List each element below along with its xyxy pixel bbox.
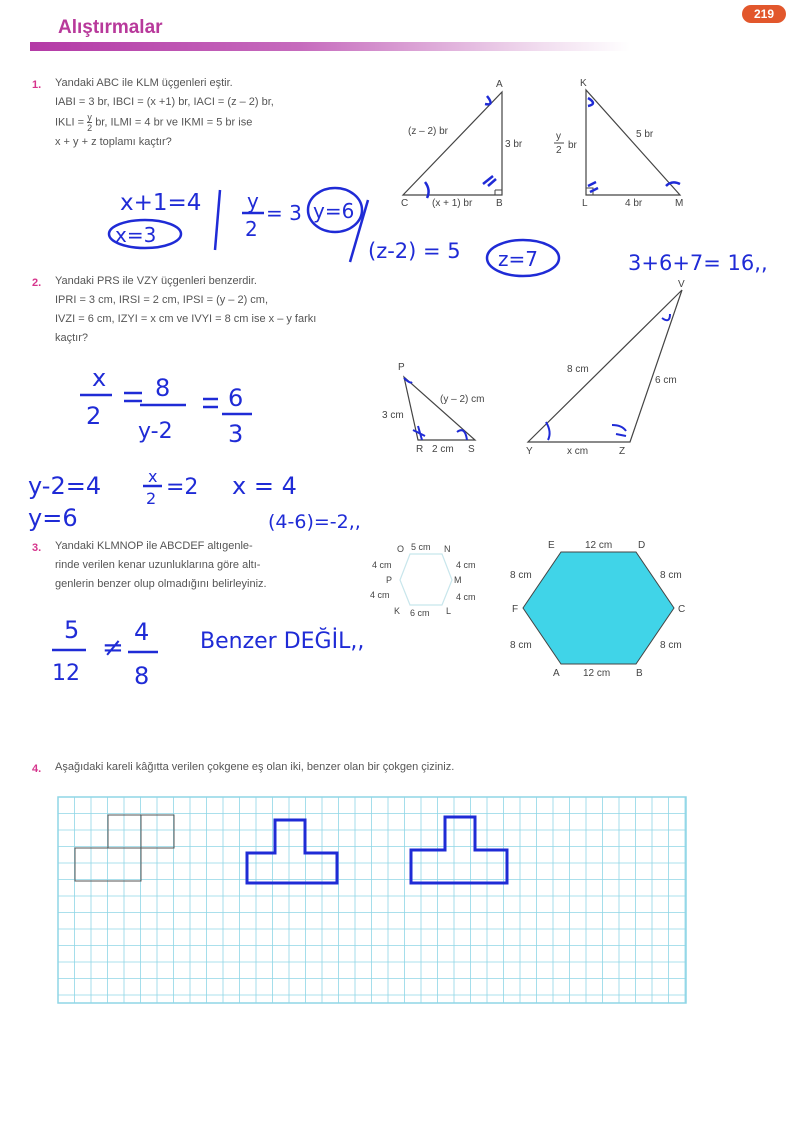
q2-line1: Yandaki PRS ile VZY üçgenleri benzerdir. (55, 275, 257, 287)
hw-b-den: y-2 (138, 419, 173, 444)
hw-d2: 8 (134, 662, 150, 690)
label-lm: 4 br (625, 198, 643, 209)
q1-number: 1. (32, 79, 42, 91)
q4-text: Aşağıdaki kareli kâğıtta verilen çokgene eş olan iki, benzer olan bir çokgen çiziniz. (55, 761, 455, 773)
label-pr: 3 cm (382, 410, 404, 421)
label-ef: 8 cm (510, 570, 532, 581)
hw-d1: 12 (52, 661, 80, 686)
label-l-small: L (446, 606, 452, 616)
label-o: O (397, 544, 405, 554)
q1-line2: IABI = 3 br, IBCI = (x +1) br, IACI = (z – 2) br, (55, 96, 274, 108)
hexagon-abcdef (510, 540, 685, 679)
label-kl-unit: br (568, 140, 577, 151)
hw-b-num: 8 (155, 374, 171, 402)
label-op: 4 cm (372, 560, 392, 570)
hw-c-num: 6 (228, 384, 244, 412)
label-ab: 3 br (505, 139, 523, 150)
hw-x-3: x=3 (115, 223, 157, 247)
label-yz: x cm (567, 446, 589, 457)
hw-r1: y-2=4 (28, 472, 102, 500)
triangle-klm (554, 78, 683, 209)
triangle-abc (401, 79, 523, 209)
label-ed: 12 cm (585, 540, 613, 551)
q3-line2: rinde verilen kenar uzunluklarına göre altı- (55, 559, 261, 571)
label-kl-num: y (556, 131, 561, 142)
label-l: L (582, 198, 588, 209)
q1-fraction: $\frac{y}{2}$ (87, 112, 93, 133)
label-ps: (y – 2) cm (440, 394, 485, 405)
q2-line2: IPRI = 3 cm, IRSI = 2 cm, IPSI = (y – 2) cm, (55, 294, 269, 306)
label-b-large: B (636, 668, 643, 679)
hw-r3: x = 4 (232, 472, 297, 500)
hw-r2-num: x (148, 467, 158, 486)
q3-number: 3. (32, 542, 42, 554)
label-vz: 6 cm (655, 375, 677, 386)
q3-line1: Yandaki KLMNOP ile ABCDEF altıgenle- (55, 540, 253, 552)
label-p-small: P (386, 575, 393, 585)
hw-y: y (247, 189, 259, 213)
hw-n1: 5 (64, 616, 80, 644)
q3-line3: genlerin benzer olup olmadığını belirleyiniz. (55, 578, 267, 590)
q4-number: 4. (32, 763, 42, 775)
q2-line4: kaçtır? (55, 332, 89, 344)
q4-drawings (75, 815, 507, 883)
label-v: V (678, 279, 685, 290)
hw-y-6: y=6 (313, 199, 355, 223)
hw-a-num: x (92, 364, 107, 392)
label-bc: (x + 1) br (432, 198, 473, 209)
label-cb: 8 cm (660, 640, 682, 651)
q3-text (55, 537, 345, 594)
q1-line3-pre: IKLI = (55, 116, 85, 129)
label-ml: 4 cm (456, 592, 476, 602)
label-nm: 4 cm (456, 560, 476, 570)
hw-neq: ≠ (102, 633, 124, 663)
hw-c-den: 3 (228, 420, 244, 448)
hw-r5: (4-6)=-2,, (268, 511, 361, 533)
hw-n2: 4 (134, 618, 150, 646)
label-b: B (496, 198, 503, 209)
q1-line4: x + y + z toplamı kaçtır? (55, 136, 172, 148)
page-number-badge: 219 (742, 5, 786, 23)
label-z: Z (619, 446, 626, 457)
label-a-large: A (553, 668, 560, 679)
label-y: Y (526, 446, 533, 457)
label-ab-large: 12 cm (583, 668, 611, 679)
hw-r2-rest: =2 (166, 475, 199, 500)
q2-text (55, 272, 390, 348)
label-fa: 8 cm (510, 640, 532, 651)
hw-eq-3: = 3 (266, 201, 302, 225)
hw-benzer-degil: Benzer DEĞİL,, (200, 629, 365, 654)
q2-handwriting (28, 364, 361, 533)
q2-line3: IVZI = 6 cm, IZYI = x cm ve IVYI = 8 cm ise x – y farkı (55, 313, 317, 325)
hexagon-klmnop (370, 542, 476, 618)
label-km: 5 br (636, 129, 654, 140)
label-c: C (401, 198, 409, 209)
hw-r2-den: 2 (146, 489, 157, 508)
label-c-large: C (678, 604, 686, 615)
hw-r4: y=6 (28, 504, 78, 532)
label-n: N (444, 544, 451, 554)
triangle-vzy (526, 279, 685, 457)
q1-line1: Yandaki ABC ile KLM üçgenleri eştir. (55, 77, 233, 89)
label-on: 5 cm (411, 542, 431, 552)
label-k: K (580, 78, 587, 89)
label-a: A (496, 79, 503, 90)
graph-paper-grid (58, 797, 686, 1003)
hw-x-plus-1: x+1=4 (120, 190, 202, 216)
grid-border (58, 797, 686, 1003)
hw-2: 2 (245, 217, 258, 241)
hw-z-2-5: (z-2) = 5 (368, 239, 461, 263)
label-pk: 4 cm (370, 590, 390, 600)
label-f: F (512, 604, 519, 615)
hw-z-7: z=7 (498, 247, 538, 271)
hw-a-den: 2 (86, 402, 102, 430)
label-vy: 8 cm (567, 364, 589, 375)
label-m-small: M (454, 575, 462, 585)
label-kl-den: 2 (556, 145, 562, 156)
label-e: E (548, 540, 555, 551)
label-ac: (z – 2) br (408, 126, 449, 137)
label-k-small: K (394, 606, 401, 616)
label-rs: 2 cm (432, 444, 454, 455)
label-dc: 8 cm (660, 570, 682, 581)
page-title: Alıştırmalar (58, 17, 163, 38)
hw-sum: 3+6+7= 16,, (628, 251, 768, 275)
label-s: S (468, 444, 475, 455)
triangle-prs (382, 362, 484, 455)
label-r: R (416, 444, 424, 455)
q3-handwriting (52, 616, 364, 690)
q2-number: 2. (32, 277, 42, 289)
label-kl-small: 6 cm (410, 608, 430, 618)
label-m: M (675, 198, 684, 209)
label-p: P (398, 362, 405, 373)
label-d: D (638, 540, 646, 551)
q1-line3-post: br, ILMI = 4 br ve IKMI = 5 br ise (95, 116, 253, 129)
